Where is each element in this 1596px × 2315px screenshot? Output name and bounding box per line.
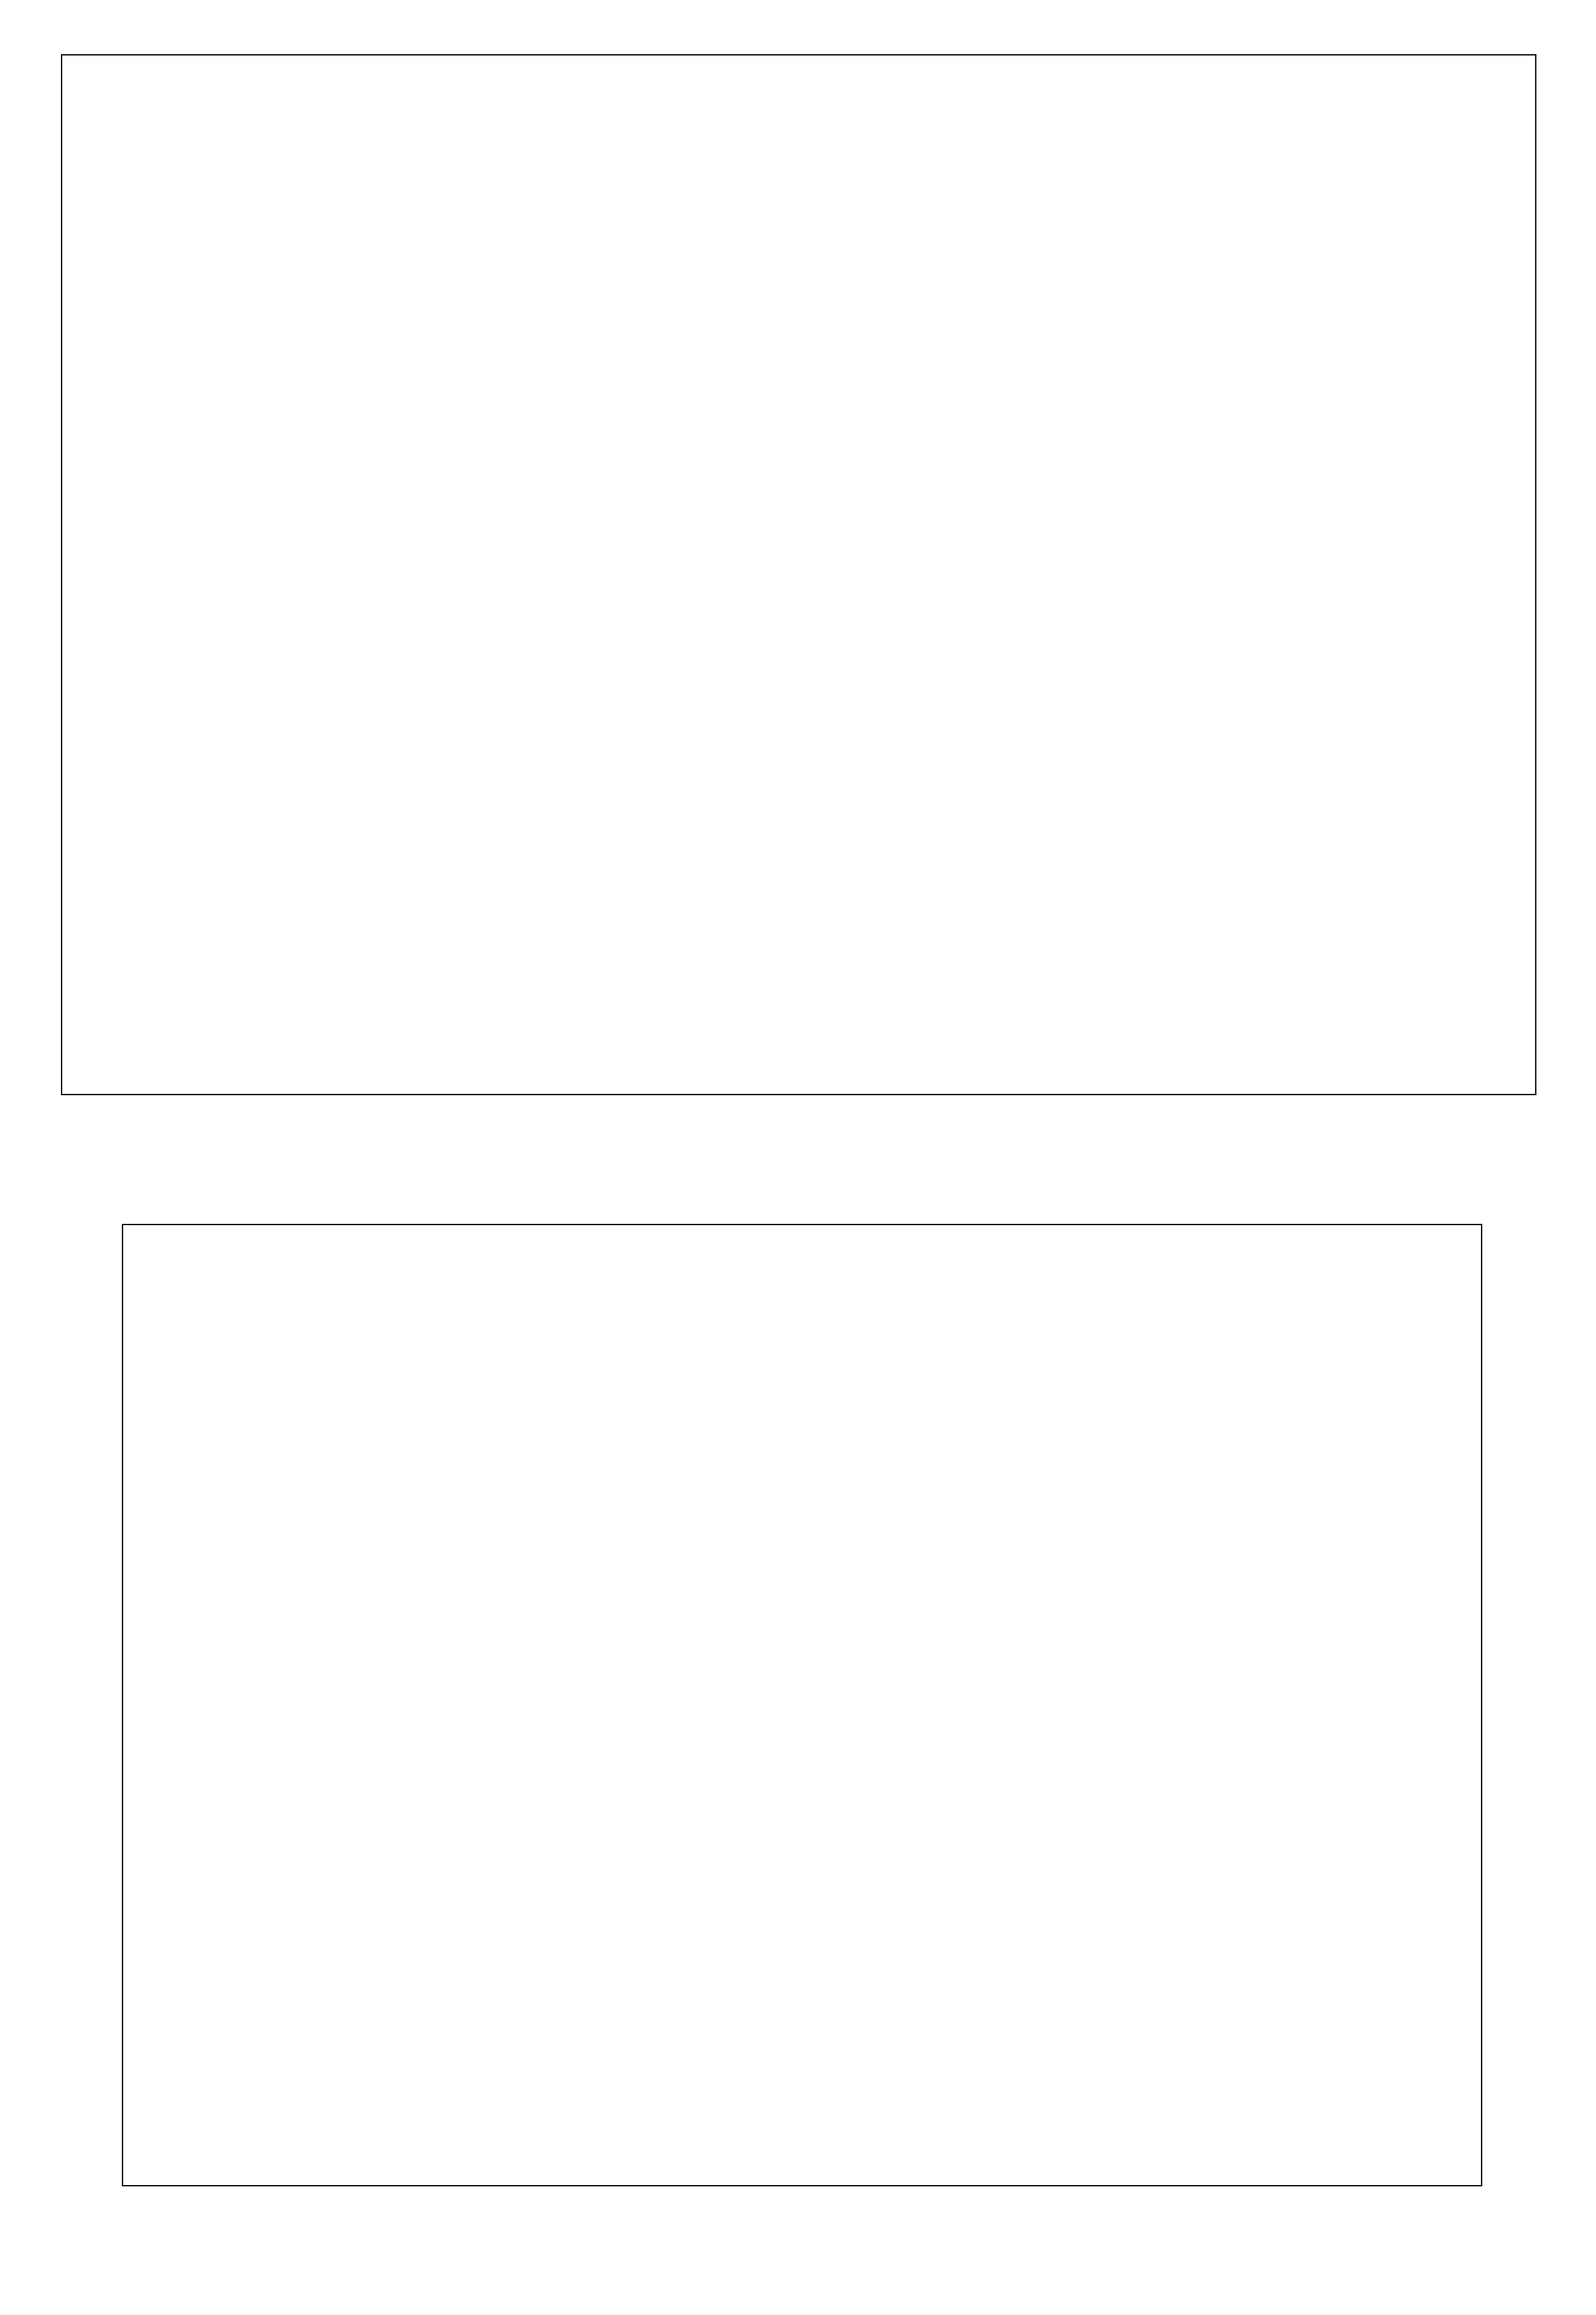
- bottom-table-block: [122, 1224, 1482, 2186]
- top-table-block: [61, 54, 1536, 1095]
